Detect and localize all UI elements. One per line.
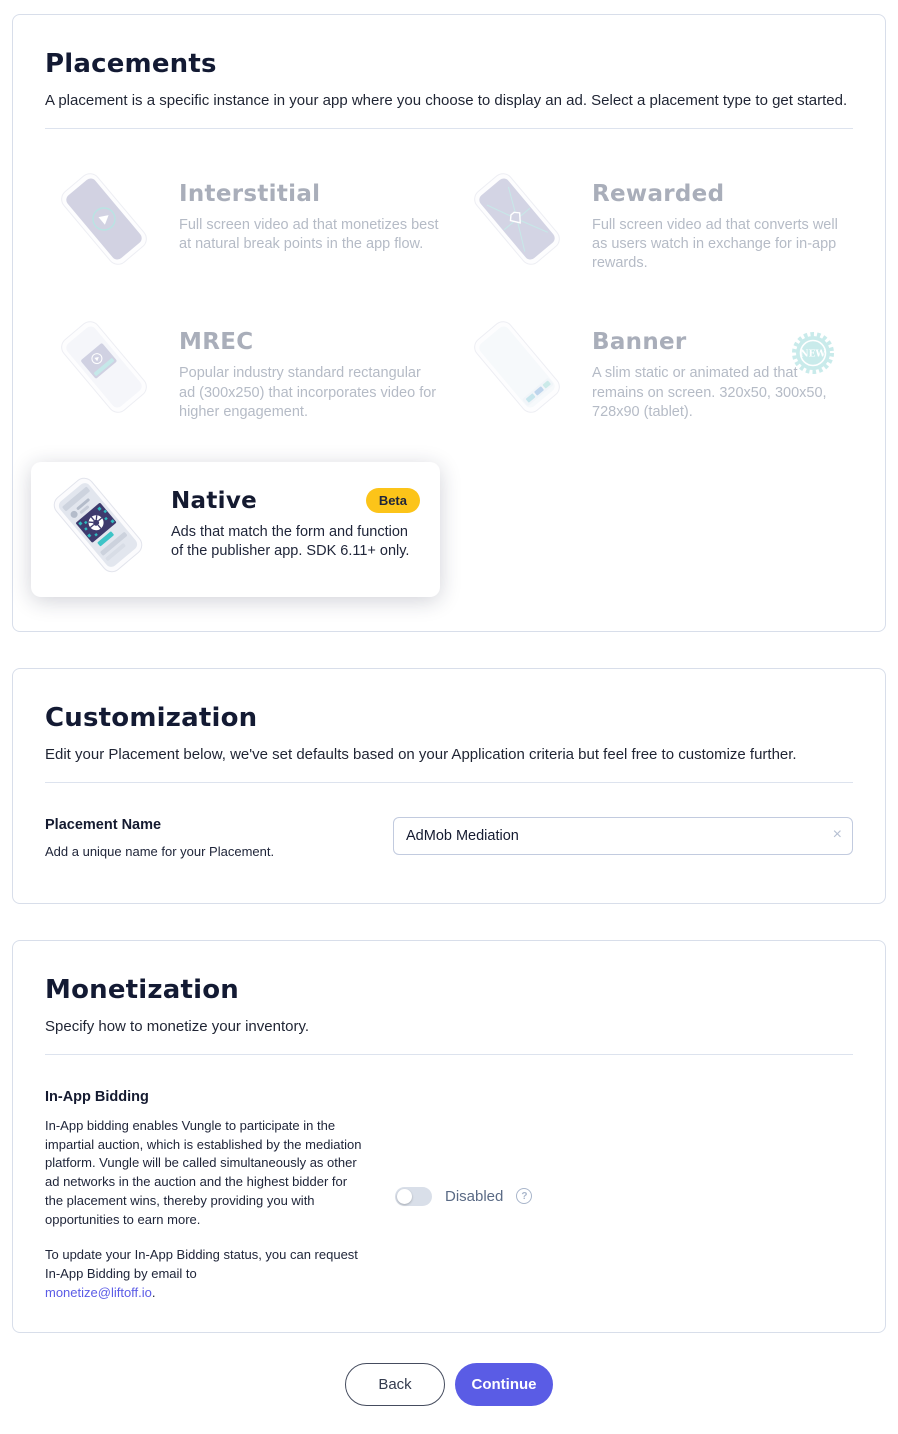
placement-type-description: Full screen video ad that converts well as users watch in exchange for in-app rewards. <box>592 217 838 272</box>
in-app-bidding-paragraph-1: In-App bidding enables Vungle to participate in the impartial auction, which is established by the mediation platform. Vungle will be called simultaneously as other ad networks in the auction and the highest bidder for the placement wins, thereby providing you with opportunities to earn more. <box>45 1117 362 1227</box>
in-app-bidding-row <box>45 1089 853 1303</box>
placement-type-mrec[interactable] <box>45 319 440 421</box>
new-badge <box>791 331 835 380</box>
placement-type-description: A slim static or animated ad that remains on screen. 320x50, 300x50, 728x90 (tablet). <box>592 365 827 420</box>
customization-card <box>12 668 886 904</box>
divider <box>45 782 853 783</box>
placement-type-title: Interstitial <box>179 181 321 207</box>
customization-title: Customization <box>45 702 258 733</box>
help-icon[interactable]: ? <box>516 1188 532 1204</box>
placement-name-help: Add a unique name for your Placement. <box>45 843 275 859</box>
footer-actions <box>0 1363 898 1406</box>
placement-type-native[interactable] <box>31 462 440 597</box>
in-app-bidding-label: In-App Bidding <box>45 1088 149 1105</box>
paragraph-2-period: . <box>151 1284 156 1300</box>
interstitial-phone-icon <box>45 171 163 272</box>
placement-name-label: Placement Name <box>45 816 162 833</box>
monetization-title: Monetization <box>45 974 240 1005</box>
placement-type-title: Rewarded <box>592 181 725 207</box>
monetize-email-link[interactable]: monetize@liftoff.io <box>45 1284 152 1300</box>
placement-type-title: Banner <box>592 329 687 356</box>
placements-title: Placements <box>45 49 217 79</box>
banner-phone-icon <box>458 319 576 420</box>
placement-type-rewarded[interactable] <box>458 171 853 273</box>
clear-icon[interactable]: × <box>832 825 842 843</box>
in-app-bidding-paragraph-2 <box>45 1246 367 1303</box>
monetization-description: Specify how to monetize your inventory. <box>45 1017 310 1035</box>
customization-description: Edit your Placement below, we've set defaults based on your Application criteria but feel free to customize further. <box>45 745 797 763</box>
in-app-bidding-toggle[interactable] <box>395 1187 432 1206</box>
placement-type-description: Ads that match the form and function of the publisher app. SDK 6.11+ only. <box>171 523 410 559</box>
monetization-card <box>12 940 886 1334</box>
placements-card <box>12 14 886 632</box>
placement-name-input[interactable] <box>393 817 853 855</box>
placement-type-interstitial[interactable] <box>45 171 440 273</box>
placement-type-title: Native <box>171 487 258 514</box>
paragraph-2-text: To update your In-App Bidding status, you can request In-App Bidding by email to <box>45 1246 358 1281</box>
divider <box>45 128 853 129</box>
back-button[interactable]: Back <box>345 1363 445 1406</box>
toggle-knob <box>397 1189 412 1204</box>
placements-description: A placement is a specific instance in your app where you choose to display an ad. Select a placement type to get started. <box>45 92 848 109</box>
placement-type-description: Full screen video ad that monetizes best at natural break points in the app flow. <box>179 217 439 253</box>
placement-type-banner[interactable] <box>458 319 853 421</box>
toggle-status-label: Disabled <box>445 1187 504 1205</box>
placement-type-grid <box>45 171 853 597</box>
placement-name-row <box>45 817 853 873</box>
divider <box>45 1054 853 1055</box>
rewarded-phone-icon <box>458 171 576 272</box>
mrec-phone-icon <box>45 319 163 420</box>
placement-type-title: MREC <box>179 329 254 356</box>
beta-badge: Beta <box>366 488 420 513</box>
placement-type-description: Popular industry standard rectangular ad (300x250) that incorporates video for higher engagement. <box>179 365 437 420</box>
svg-text:NEW: NEW <box>800 349 826 360</box>
native-phone-icon <box>39 474 157 581</box>
continue-button[interactable]: Continue <box>455 1363 553 1406</box>
